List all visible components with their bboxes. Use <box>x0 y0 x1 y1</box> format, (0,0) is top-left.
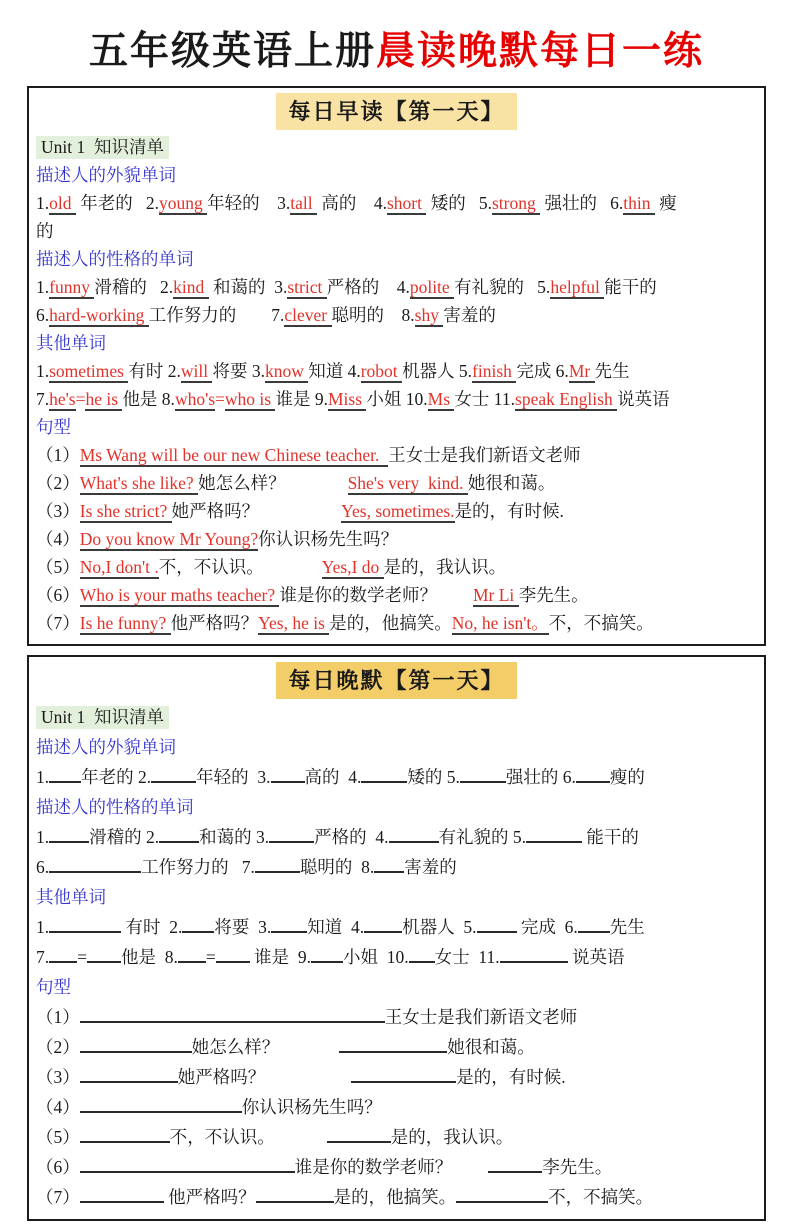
text: 女士 11. <box>434 947 500 967</box>
text: 她很和蔼。 <box>467 473 556 493</box>
text: 小姐 10. <box>343 947 409 967</box>
text-line <box>36 469 757 497</box>
text: 完成 6. <box>516 361 569 381</box>
english-term: who is <box>224 389 276 409</box>
text: 严格的 4. <box>314 827 389 847</box>
answer-blank <box>364 915 402 933</box>
category-heading: 其他单词 <box>36 333 106 353</box>
answer-blank <box>526 825 582 843</box>
answer-blank <box>271 915 307 933</box>
text: 先生 <box>609 917 645 937</box>
text: 年轻的 3. <box>196 767 271 787</box>
text: 瘦 <box>654 193 677 213</box>
text: 7. <box>36 947 50 967</box>
text: 女士 11. <box>454 389 516 409</box>
text-line <box>36 912 757 942</box>
answer-blank <box>488 1155 542 1173</box>
answer-blank <box>327 1125 391 1143</box>
text: 是的，他搞笑。 <box>333 1187 457 1207</box>
english-term: strong <box>491 193 541 213</box>
text: （7） <box>36 613 80 633</box>
text: 强壮的 6. <box>505 767 576 787</box>
morning-reading-section <box>27 86 766 646</box>
text: 他是 8. <box>121 947 178 967</box>
english-term: She's very kind. <box>347 473 468 493</box>
text: 7. <box>36 389 50 409</box>
english-term: kind <box>173 277 209 297</box>
text: 有礼貌的 5. <box>454 277 551 297</box>
english-term: = <box>75 389 86 409</box>
answer-blank <box>178 945 206 963</box>
answer-blank <box>151 765 196 783</box>
text: （1） <box>36 1007 80 1027</box>
text: 不，不搞笑。 <box>548 1187 654 1207</box>
english-term: Ms Wang will be our new Chinese teacher. <box>79 445 389 465</box>
text: （5） <box>36 557 80 577</box>
answer-blank <box>49 945 77 963</box>
text-line <box>36 357 757 385</box>
english-term: young <box>159 193 208 213</box>
answer-blank <box>477 915 517 933</box>
text: 你认识杨先生吗？ <box>258 529 399 549</box>
text: 完成 6. <box>516 917 578 937</box>
text: 谁是 9. <box>249 947 311 967</box>
english-term: know <box>264 361 309 381</box>
text: 她怎么样？ <box>198 473 286 493</box>
text: （6） <box>36 1157 80 1177</box>
answer-blank <box>80 1125 170 1143</box>
english-term: robot <box>360 361 403 381</box>
morning-section-header <box>36 93 757 130</box>
text-line <box>36 702 757 732</box>
text: 不，不认识。 <box>158 557 264 577</box>
english-term: thin <box>623 193 655 213</box>
text: （4） <box>36 529 80 549</box>
text: 有时 2. <box>128 361 181 381</box>
english-term: polite <box>409 277 455 297</box>
text: 说英语 <box>567 947 625 967</box>
answer-blank <box>361 765 407 783</box>
category-heading: 其他单词 <box>36 887 106 907</box>
text: 将要 3. <box>212 361 265 381</box>
english-term: he's <box>49 389 76 409</box>
text: 是的，有时候. <box>456 1067 566 1087</box>
answer-blank <box>374 855 404 873</box>
english-term: old <box>49 193 76 213</box>
text: 谁是 9. <box>275 389 328 409</box>
text: 你认识杨先生吗？ <box>241 1097 382 1117</box>
text-line <box>36 441 757 469</box>
text: 她严格吗？ <box>177 1067 266 1087</box>
category-heading: 描述人的性格的单词 <box>36 249 194 269</box>
category-heading: 描述人的性格的单词 <box>36 797 194 817</box>
unit-heading: Unit 1 知识清单 <box>36 136 169 159</box>
answer-blank <box>256 1185 334 1203</box>
text: 6. <box>36 305 50 325</box>
english-term: shy <box>414 305 444 325</box>
text-line <box>36 1092 757 1122</box>
text-line <box>36 189 757 217</box>
english-term: = <box>215 389 225 409</box>
answer-blank <box>159 825 199 843</box>
answer-blank <box>255 855 300 873</box>
text: 工作努力的 7. <box>148 305 285 325</box>
english-term: Is he funny? <box>79 613 171 633</box>
text: 他是 8. <box>122 389 175 409</box>
text: 工作努力的 7. <box>141 857 255 877</box>
text: 能干的 <box>604 277 657 297</box>
text: 机器人 5. <box>402 917 477 937</box>
text: （4） <box>36 1097 80 1117</box>
answer-blank <box>460 765 506 783</box>
text-line <box>36 1002 757 1032</box>
page-title <box>0 20 793 76</box>
text: （3） <box>36 1067 80 1087</box>
answer-blank <box>80 1035 192 1053</box>
text: 瘦的 <box>609 767 645 787</box>
answer-blank <box>80 1095 242 1113</box>
text-line <box>36 1152 757 1182</box>
text: 谁是你的数学老师？ <box>279 585 437 605</box>
page-title-red: 晨读晚默每日一练 <box>376 30 705 73</box>
english-term: Mr <box>568 361 595 381</box>
answer-blank <box>49 765 81 783</box>
english-term: What's she like? <box>79 473 199 493</box>
text: （5） <box>36 1127 80 1147</box>
text-line <box>36 822 757 852</box>
answer-blank <box>311 945 343 963</box>
text: 1. <box>36 361 50 381</box>
text-line <box>36 1032 757 1062</box>
english-term: Ms <box>427 389 455 409</box>
english-term: clever <box>284 305 332 325</box>
text: 严格的 4. <box>326 277 410 297</box>
text: 她怎么样？ <box>191 1037 280 1057</box>
answer-blank <box>389 825 439 843</box>
text: 和蔼的 3. <box>208 277 288 297</box>
text: 不，不认识。 <box>169 1127 275 1147</box>
text-line <box>36 762 757 792</box>
english-term: No,I don't . <box>79 557 159 577</box>
text: 是的，我认识。 <box>383 557 507 577</box>
answer-blank <box>49 825 89 843</box>
answer-blank <box>87 945 121 963</box>
category-heading: 句型 <box>36 977 71 997</box>
text: 她很和蔼。 <box>447 1037 535 1057</box>
text: 年轻的 3. <box>207 193 291 213</box>
answer-blank <box>269 825 314 843</box>
text-line <box>36 217 757 245</box>
answer-blank <box>80 1065 178 1083</box>
text: 6. <box>36 857 50 877</box>
text: 滑稽的 2. <box>89 827 160 847</box>
answer-blank <box>216 945 250 963</box>
text: （2） <box>36 473 80 493</box>
text: 1. <box>36 917 50 937</box>
text: 将要 3. <box>214 917 272 937</box>
text: 1. <box>36 193 50 213</box>
text: 1. <box>36 277 50 297</box>
text-line <box>36 273 757 301</box>
english-term: Yes, sometimes. <box>341 501 455 521</box>
text: 他严格吗？ <box>170 613 259 633</box>
text: 1. <box>36 827 50 847</box>
text: 害羞的 <box>404 857 457 877</box>
text-line <box>36 553 757 581</box>
english-term: who's <box>174 389 216 409</box>
category-heading: 描述人的外貌单词 <box>36 737 176 757</box>
text-line <box>36 972 757 1002</box>
english-term: strict <box>287 277 327 297</box>
text: 说英语 <box>617 389 670 409</box>
text: 滑稽的 2. <box>94 277 174 297</box>
text: 她严格吗？ <box>171 501 260 521</box>
text: 有时 2. <box>121 917 183 937</box>
text: 王女士是我们新语文老师 <box>388 445 581 465</box>
text-line <box>36 852 757 882</box>
text: 年老的 2. <box>81 767 152 787</box>
text-line <box>36 525 757 553</box>
english-term: Yes,I do <box>321 557 384 577</box>
answer-blank <box>80 1155 295 1173</box>
text: 能干的 <box>582 827 639 847</box>
text: （6） <box>36 585 80 605</box>
text-line <box>36 581 757 609</box>
worksheet-page <box>0 20 793 1221</box>
text: （1） <box>36 445 80 465</box>
text: 先生 <box>594 361 630 381</box>
text: 他严格吗？ <box>163 1187 256 1207</box>
answer-blank <box>182 915 214 933</box>
text: 高的 4. <box>304 767 362 787</box>
text-line <box>36 161 757 189</box>
text: 高的 4. <box>316 193 387 213</box>
answer-blank <box>271 765 305 783</box>
answer-blank <box>80 1185 164 1203</box>
answer-blank <box>49 915 121 933</box>
text: 知道 4. <box>308 361 361 381</box>
answer-blank <box>500 945 568 963</box>
text: （7） <box>36 1187 80 1207</box>
answer-blank <box>351 1065 456 1083</box>
english-term: No, he isn't。 <box>451 613 549 633</box>
text: 李先生。 <box>518 585 589 605</box>
english-term: short <box>386 193 427 213</box>
text: 李先生。 <box>542 1157 613 1177</box>
text-line <box>36 497 757 525</box>
text-line <box>36 301 757 329</box>
text: 不，不搞笑。 <box>548 613 654 633</box>
english-term: speak English <box>515 389 618 409</box>
text: = <box>77 947 87 967</box>
text-line <box>36 133 757 161</box>
page-title-black: 五年级英语上册 <box>88 30 376 73</box>
english-term: finish <box>472 361 517 381</box>
text: （3） <box>36 501 80 521</box>
category-heading: 句型 <box>36 417 71 437</box>
evening-dictation-section <box>27 655 766 1221</box>
text: （2） <box>36 1037 80 1057</box>
text: 害羞的 <box>443 305 496 325</box>
text: 是的，他搞笑。 <box>329 613 452 633</box>
english-term: sometimes <box>49 361 129 381</box>
english-term: Mr Li <box>472 585 519 605</box>
text: 1. <box>36 767 50 787</box>
text-line <box>36 413 757 441</box>
english-term: he is <box>85 389 123 409</box>
text-line <box>36 792 757 822</box>
text-line <box>36 732 757 762</box>
text: 聪明的 8. <box>299 857 375 877</box>
english-term: Is she strict? <box>79 501 172 521</box>
evening-section-header <box>36 662 757 699</box>
text: 强壮的 6. <box>540 193 624 213</box>
english-term: Who is your maths teacher? <box>79 585 280 605</box>
text: 有礼貌的 5. <box>438 827 526 847</box>
english-term: Miss <box>327 389 367 409</box>
text: 的 <box>36 221 54 241</box>
text: 年老的 2. <box>75 193 159 213</box>
answer-blank <box>456 1185 548 1203</box>
answer-blank <box>576 765 610 783</box>
text: 矮的 5. <box>407 767 460 787</box>
answer-blank <box>578 915 610 933</box>
text-line <box>36 609 757 637</box>
text: 是的，有时候. <box>454 501 564 521</box>
text: 知道 4. <box>307 917 365 937</box>
text: 和蔼的 3. <box>199 827 270 847</box>
text: 谁是你的数学老师？ <box>294 1157 453 1177</box>
text-line <box>36 329 757 357</box>
text-line <box>36 1182 757 1212</box>
english-term: hard-working <box>49 305 149 325</box>
answer-blank <box>49 855 141 873</box>
english-term: will <box>180 361 213 381</box>
text: = <box>205 947 216 967</box>
text: 王女士是我们新语文老师 <box>384 1007 578 1027</box>
text: 是的，我认识。 <box>390 1127 514 1147</box>
answer-blank <box>80 1005 385 1023</box>
category-heading: 描述人的外貌单词 <box>36 165 176 185</box>
text: 矮的 5. <box>426 193 492 213</box>
answer-blank <box>409 945 435 963</box>
english-term: funny <box>49 277 95 297</box>
evening-header-label: 每日晚默【第一天】 <box>276 662 516 699</box>
english-term: helpful <box>550 277 605 297</box>
answer-blank <box>339 1035 447 1053</box>
text: 机器人 5. <box>402 361 473 381</box>
text-line <box>36 882 757 912</box>
text-line <box>36 245 757 273</box>
text-line <box>36 942 757 972</box>
text-line <box>36 1122 757 1152</box>
english-term: Do you know Mr Young? <box>79 529 259 549</box>
text-line <box>36 1062 757 1092</box>
text: 聪明的 8. <box>331 305 415 325</box>
unit-heading: Unit 1 知识清单 <box>36 706 169 729</box>
english-term: tall <box>290 193 317 213</box>
morning-content <box>36 133 757 637</box>
english-term: Yes, he is <box>258 613 330 633</box>
evening-content <box>36 702 757 1212</box>
morning-header-label: 每日早读【第一天】 <box>276 93 516 130</box>
text-line <box>36 385 757 413</box>
text: 小姐 10. <box>366 389 428 409</box>
